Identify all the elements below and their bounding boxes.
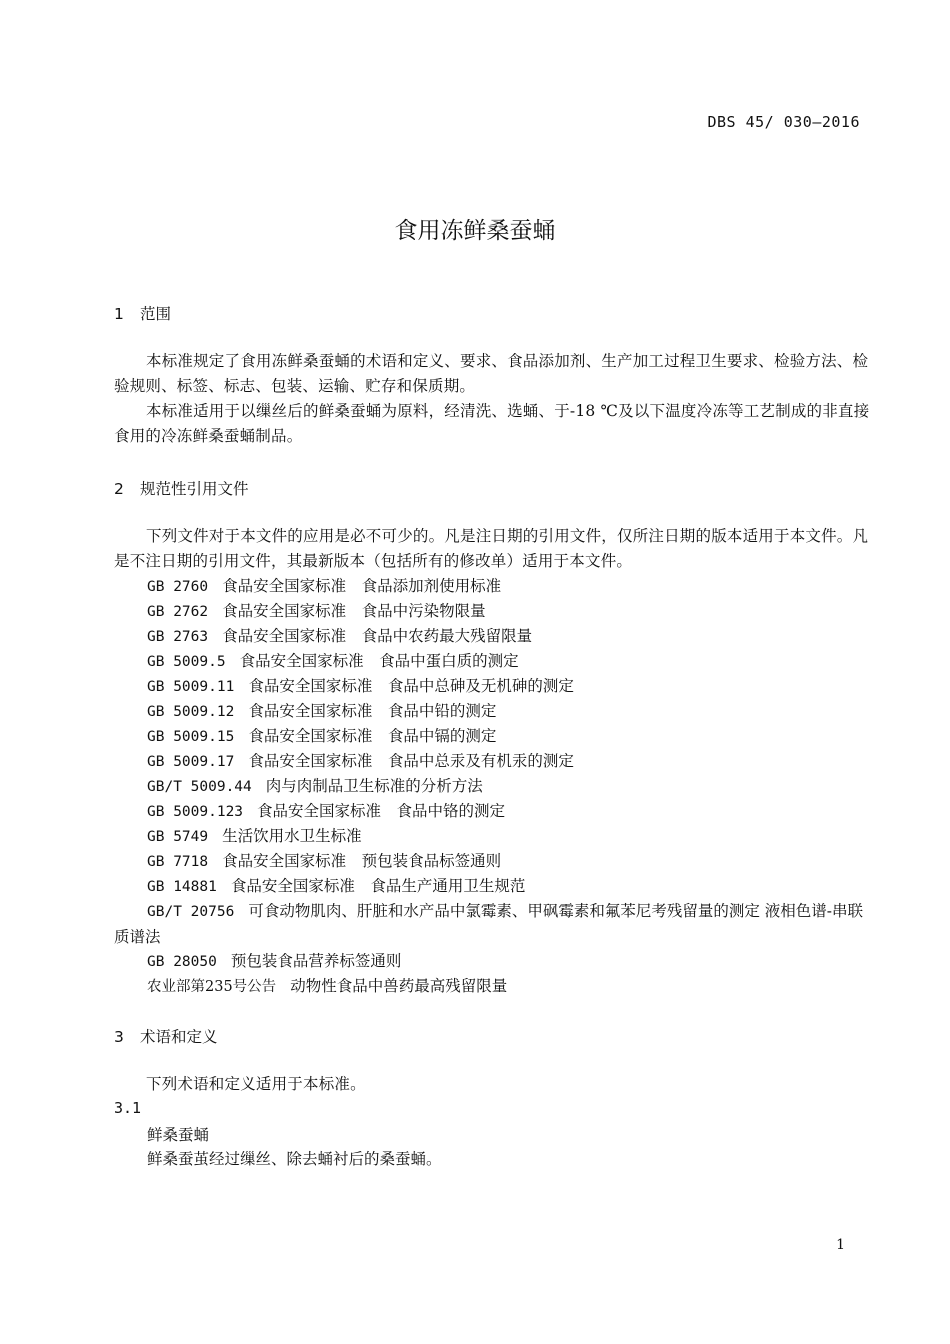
reference-item [147, 749, 574, 775]
reference-item [147, 849, 501, 875]
page-number: 1 [836, 1237, 845, 1253]
reference-item [147, 724, 496, 750]
reference-code: GB 5009.5 [147, 654, 226, 670]
reference-code: GB 5009.15 [147, 729, 235, 745]
reference-code: GB/T 5009.44 [147, 779, 252, 795]
reference-code: 农业部第235号公告 [147, 979, 277, 995]
reference-code: GB 5009.123 [147, 804, 244, 820]
reference-title: 食品安全国家标准 食品中铬的测定 [257, 802, 506, 820]
reference-title: 食品安全国家标准 食品中铅的测定 [248, 702, 497, 720]
reference-title: 食品安全国家标准 食品中总砷及无机砷的测定 [248, 677, 574, 695]
reference-item [147, 574, 501, 600]
paragraph: 本标准适用于以缫丝后的鲜桑蚕蛹为原料，经清洗、选蛹、于-18 ℃及以下温度冷冻等工艺制成的非直接食用的冷冻鲜桑蚕蛹制品。 [114, 402, 870, 445]
reference-title: 食品安全国家标准 食品生产通用卫生规范 [230, 877, 526, 895]
reference-code: GB 7718 [147, 854, 209, 870]
reference-code: GB 5009.12 [147, 704, 235, 720]
reference-title: 肉与肉制品卫生标准的分析方法 [265, 777, 483, 795]
reference-title: 食品安全国家标准 食品中污染物限量 [222, 602, 486, 620]
paragraph: 下列文件对于本文件的应用是必不可少的。凡是注日期的引用文件，仅所注日期的版本适用于本文件。凡是不注日期的引用文件，其最新版本（包括所有的修改单）适用于本文件。 [114, 527, 869, 570]
reference-title: 食品安全国家标准 食品中蛋白质的测定 [239, 652, 519, 670]
term-definition: 鲜桑蚕茧经过缫丝、除去蛹衬后的桑蚕蛹。 [147, 1150, 442, 1168]
reference-item [147, 824, 362, 850]
section-3-heading [114, 1025, 218, 1047]
section-1-heading [114, 302, 171, 324]
section-2-heading [114, 477, 249, 499]
section-number: 3 [114, 1028, 124, 1046]
reference-item [147, 774, 483, 800]
reference-title: 食品安全国家标准 预包装食品标签通则 [222, 852, 502, 870]
reference-item [147, 799, 505, 825]
reference-item [147, 874, 525, 900]
reference-item [147, 949, 401, 975]
section-title: 范围 [140, 305, 172, 323]
reference-title: 生活饮用水卫生标准 [222, 827, 362, 845]
reference-item [147, 699, 496, 725]
reference-item [147, 649, 519, 675]
section-title: 规范性引用文件 [140, 480, 249, 498]
reference-title: 食品安全国家标准 食品中农药最大残留限量 [222, 627, 533, 645]
reference-title: 食品安全国家标准 食品中总汞及有机汞的测定 [248, 752, 574, 770]
reference-code: GB 5009.11 [147, 679, 235, 695]
paragraph: 本标准规定了食用冻鲜桑蚕蛹的术语和定义、要求、食品添加剂、生产加工过程卫生要求、检验方法、检验规则、标签、标志、包装、运输、贮存和保质期。 [114, 352, 869, 395]
reference-item [147, 974, 507, 1000]
term-name: 鲜桑蚕蛹 [147, 1126, 210, 1144]
reference-code: GB 14881 [147, 879, 217, 895]
standard-code: DBS 45/ 030—2016 [707, 113, 860, 131]
document-title: 食用冻鲜桑蚕蛹 [394, 218, 556, 244]
section-number: 2 [114, 480, 124, 498]
reference-code: GB 2763 [147, 629, 209, 645]
section-title: 术语和定义 [140, 1028, 218, 1046]
reference-code: GB 28050 [147, 954, 217, 970]
reference-item [147, 674, 574, 700]
reference-title: 食品安全国家标准 食品中镉的测定 [248, 727, 497, 745]
reference-item [114, 899, 874, 950]
reference-code: GB/T 20756 [147, 904, 235, 920]
reference-code: GB 2760 [147, 579, 209, 595]
term-number: 3.1 [114, 1099, 142, 1117]
reference-code: GB 2762 [147, 604, 209, 620]
paragraph: 下列术语和定义适用于本标准。 [146, 1075, 366, 1093]
reference-title: 食品安全国家标准 食品添加剂使用标准 [222, 577, 502, 595]
reference-item [147, 624, 532, 650]
reference-title: 可食动物肌肉、肝脏和水产品中氯霉素、甲砜霉素和氟苯尼考残留量的测定 液相色谱-串联质谱法 [114, 902, 863, 946]
section-number: 1 [114, 305, 124, 323]
reference-code: GB 5749 [147, 829, 209, 845]
reference-title: 动物性食品中兽药最高残留限量 [290, 977, 508, 995]
reference-item [147, 599, 486, 625]
reference-title: 预包装食品营养标签通则 [230, 952, 402, 970]
reference-code: GB 5009.17 [147, 754, 235, 770]
